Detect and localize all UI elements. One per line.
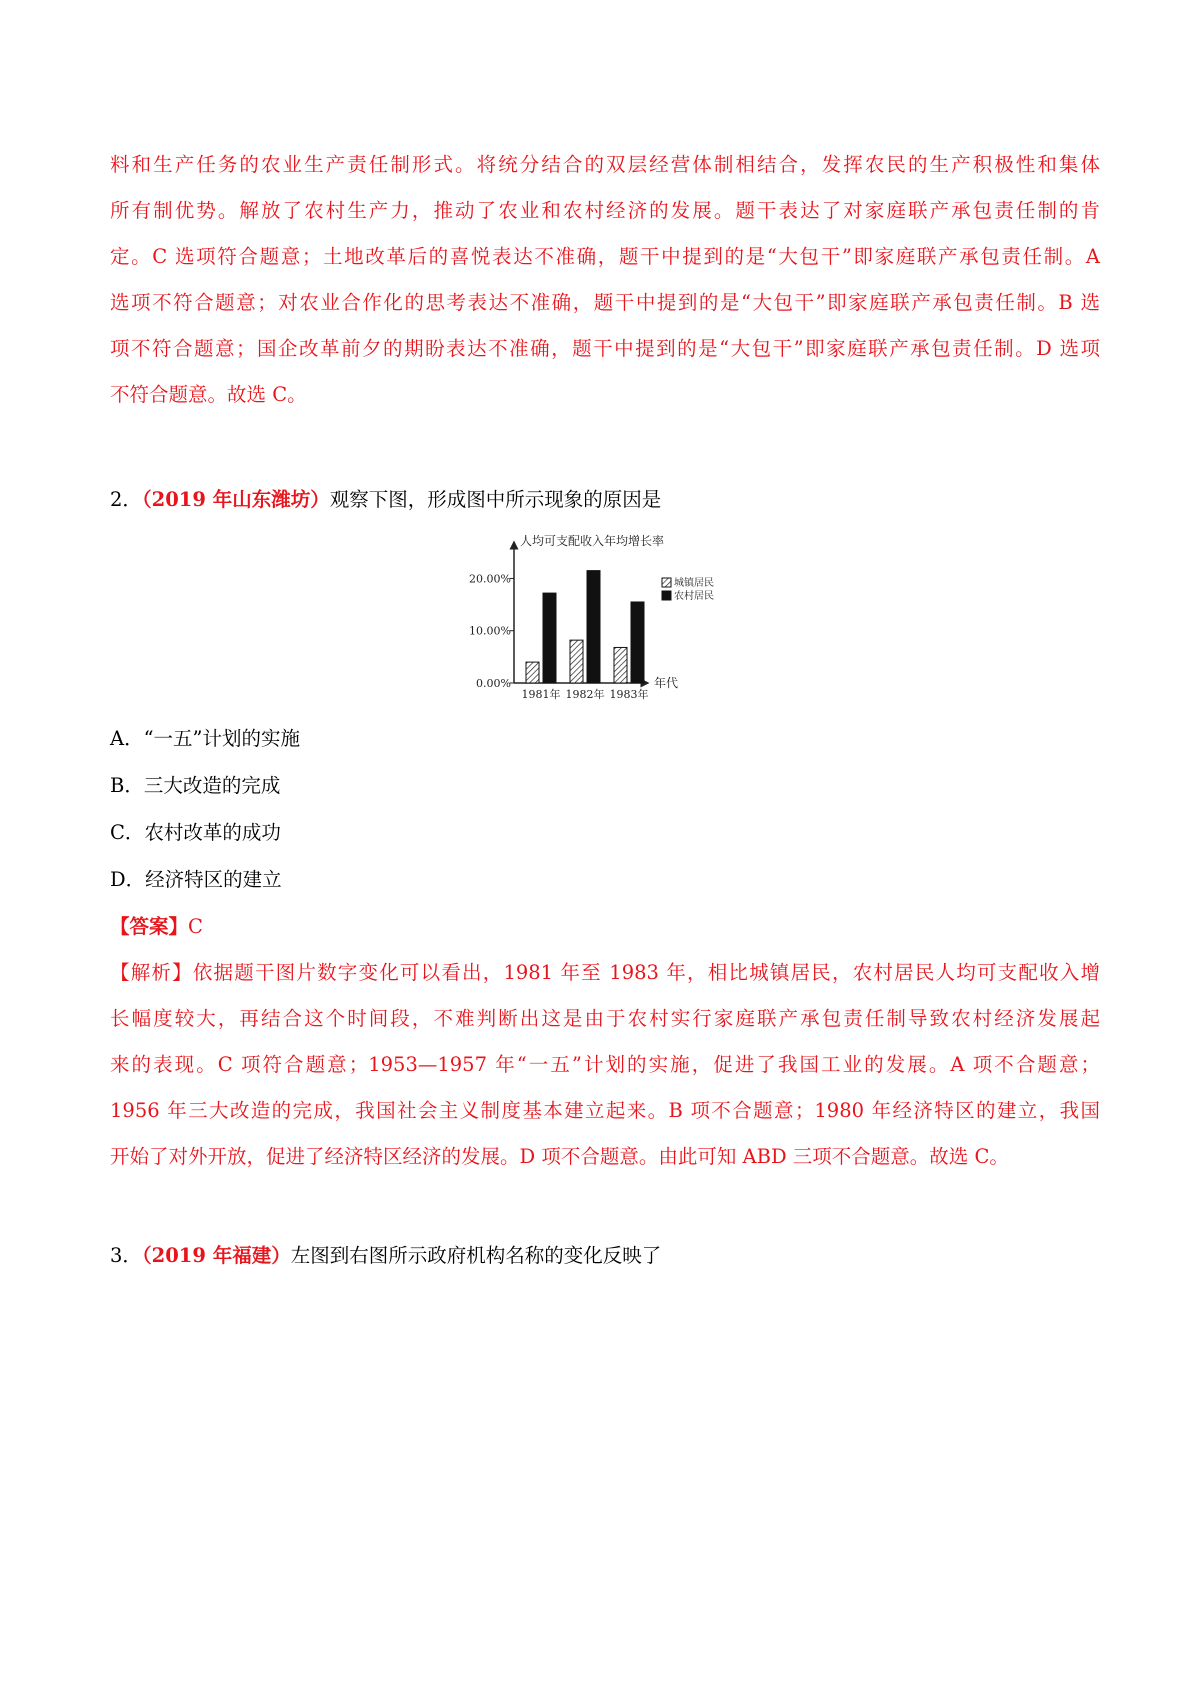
x-axis-label: 年代 [654,676,679,690]
y-tick-label: 0.00% [476,677,511,690]
legend-label: 农村居民 [674,591,714,602]
analysis-line: 开始了对外开放，促进了经济特区经济的发展。D 项不合题意。由此可知 ABD 三项不合题意。故选 C。 [110,1145,1009,1168]
analysis-line: 长幅度较大，再结合这个时间段，不难判断出这是由于农村实行家庭联产承包责任制导致农村经济发展起 [110,1007,1100,1030]
answer-line [110,912,203,942]
prev-explanation-line: 项不符合题意；国企改革前夕的期盼表达不准确，题干中提到的是“大包干”即家庭联产承包责任制。D 选项 [110,337,1100,360]
analysis-line: 1956 年三大改造的完成，我国社会主义制度基本建立起来。B 项不合题意；1980 年经济特区的建立，我国 [110,1099,1100,1122]
chart-title: 人均可支配收入年均增长率 [520,534,665,548]
answer-value: C [188,915,203,938]
bar-urban [570,640,583,683]
question-number: 2． [110,488,142,511]
bar-urban [614,647,627,683]
legend-label: 城镇居民 [674,578,714,589]
analysis-line: 【解析】依据题干图片数字变化可以看出，1981 年至 1983 年，相比城镇居民，农村居民人均可支配收入增 [110,961,1100,984]
income-growth-chart [452,528,742,706]
bar-rural [543,593,556,683]
x-tick-label: 1983年 [609,688,649,701]
y-tick-label: 20.00% [469,572,511,586]
analysis-line: 来的表现。C 项符合题意；1953—1957 年“一五”计划的实施，促进了我国工业的发展。A 项不合题意； [110,1053,1100,1076]
bar-rural [587,571,600,683]
prev-explanation-line: 定。C 选项符合题意；土地改革后的喜悦表达不准确，题干中提到的是“大包干”即家庭联产承包责任制。A [110,245,1100,268]
prev-explanation-line: 选项不符合题意；对农业合作化的思考表达不准确，题干中提到的是“大包干”即家庭联产承包责任制。B 选 [110,291,1100,314]
x-tick-label: 1982年 [565,688,605,701]
legend-swatch [662,578,671,587]
bar-urban [526,662,539,683]
prev-explanation-line: 不符合题意。故选 C。 [110,383,307,406]
option-a: A．“一五”计划的实施 [110,727,301,750]
question-text: 左图到右图所示政府机构名称的变化反映了 [290,1244,662,1267]
y-tick-label: 10.00% [469,624,511,638]
chart-svg [452,528,742,706]
bar-rural [631,602,644,683]
option-b: B．三大改造的完成 [110,774,281,797]
question-source: （2019 年福建） [141,1244,291,1267]
question-text: 观察下图，形成图中所示现象的原因是 [329,488,662,511]
legend-swatch [662,591,671,600]
option-d: D．经济特区的建立 [110,868,282,891]
question-number: 3． [110,1244,142,1267]
prev-explanation [110,142,1100,418]
question-3-stem [110,1241,661,1271]
prev-explanation-line: 所有制优势。解放了农村生产力，推动了农业和农村经济的发展。题干表达了对家庭联产承包责任制的肯 [110,199,1100,222]
answer-tag: 【答案】 [110,915,189,938]
analysis [110,950,1100,1180]
x-tick-label: 1981年 [521,688,561,701]
prev-explanation-line: 料和生产任务的农业生产责任制形式。将统分结合的双层经营体制相结合，发挥农民的生产积极性和集体 [110,153,1100,176]
option-c: C．农村改革的成功 [110,821,281,844]
question-source: （2019 年山东潍坊） [141,488,330,511]
question-2-stem [110,485,661,515]
